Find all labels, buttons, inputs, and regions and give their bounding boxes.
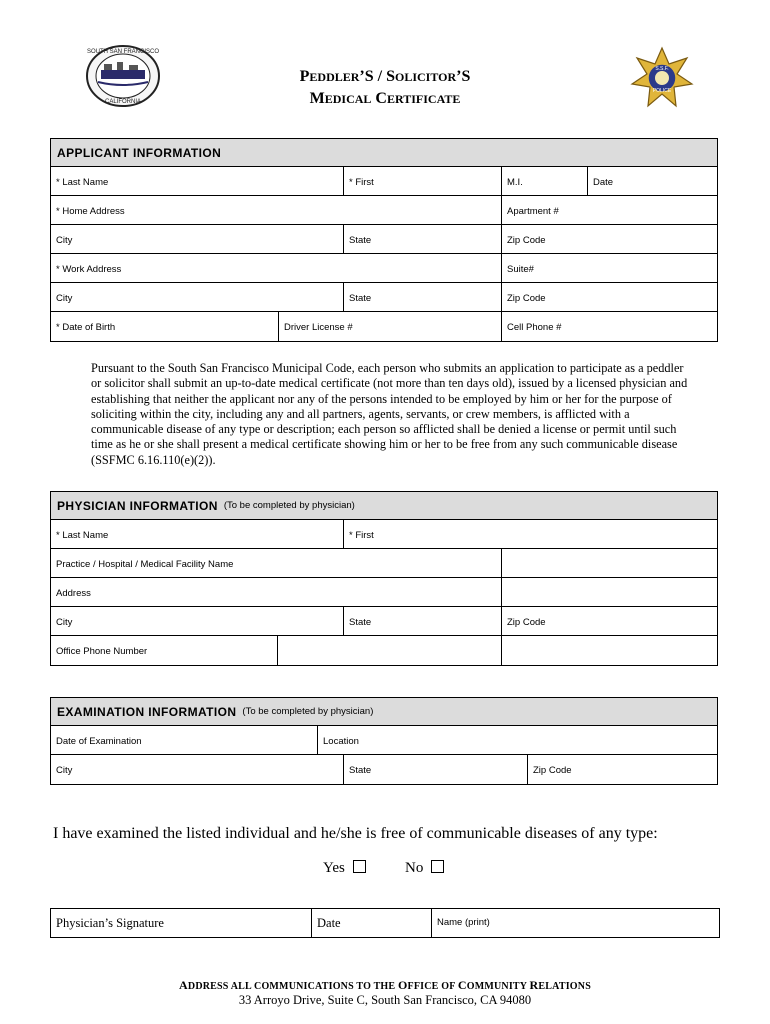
apartment-field[interactable]: Apartment # <box>501 196 717 224</box>
home-state-field[interactable]: State <box>343 225 501 253</box>
physician-address-extra-field[interactable] <box>501 578 717 606</box>
physician-signature-field[interactable]: Physician’s Signature <box>56 916 164 930</box>
form-title <box>230 66 540 110</box>
driver-license-field[interactable]: Driver License # <box>278 312 501 341</box>
work-zip-field[interactable]: Zip Code <box>501 283 717 311</box>
physician-information-section <box>50 491 718 666</box>
name-print-field[interactable]: Name (print) <box>431 909 719 937</box>
home-address-field[interactable]: * Home Address <box>56 206 125 217</box>
physician-first-name-field[interactable]: * First <box>343 520 717 548</box>
exam-location-field[interactable]: Location <box>317 726 717 754</box>
examination-information-section <box>50 697 718 785</box>
date-of-birth-field[interactable]: * Date of Birth <box>56 322 116 333</box>
footer-address-heading: ADDRESS ALL COMMUNICATIONS TO THE OFFICE OF COMMUNITY RELATIONS <box>179 978 591 992</box>
form-row <box>51 312 717 341</box>
practice-name-extra-field[interactable] <box>501 549 717 577</box>
office-phone-extra-field[interactable] <box>501 636 717 665</box>
applicant-mi-field[interactable]: M.I. <box>501 167 587 195</box>
office-phone-label: Office Phone Number <box>56 646 148 657</box>
footer-address: 33 Arroyo Drive, Suite C, South San Francisco, CA 94080 <box>238 993 532 1007</box>
form-row <box>51 196 717 225</box>
examination-section-heading: EXAMINATION INFORMATION (To be completed by physician) <box>51 698 717 726</box>
svg-text:POLICE: POLICE <box>652 88 672 94</box>
yes-checkbox[interactable] <box>353 860 366 873</box>
form-row <box>51 520 717 549</box>
yes-label: Yes <box>323 860 345 876</box>
ordinance-paragraph: Pursuant to the South San Francisco Municipal Code, each person who submits an application to participate as a peddler or solicitor shall submit an up-to-date medical certificate (not more than ten days old), issued by a licensed physician and establishing that neither the applicant nor any of the persons intended to be employed by him or her for the purpose of soliciting within the city, including any and all partners, agents, servants, or crew members, is afflicted with a communicable disease of any type or description; each person so afflicted shall be denied a license or permit until such time as he or she shall present a medical certificate showing him or her to be free from any such communicable disease (SSFMC 6.16.110(e)(2)). <box>91 361 688 467</box>
physician-city-field[interactable]: City <box>56 617 73 628</box>
examination-statement: I have examined the listed individual and he/she is free of communicable diseases of any type: <box>53 825 658 842</box>
title-line-2: MEDICAL CERTIFICATE <box>309 90 461 107</box>
physician-last-name-field[interactable]: * Last Name <box>56 530 109 541</box>
svg-text:S.S.F.: S.S.F. <box>655 66 669 72</box>
form-row <box>51 726 717 755</box>
exam-state-field[interactable]: State <box>343 755 527 784</box>
form-row <box>51 636 717 665</box>
applicant-date-field[interactable]: Date <box>587 167 717 195</box>
form-row <box>51 283 717 312</box>
physician-state-field[interactable]: State <box>343 607 501 635</box>
applicant-first-name-field[interactable]: * First <box>343 167 501 195</box>
work-state-field[interactable]: State <box>343 283 501 311</box>
no-option <box>405 860 444 877</box>
svg-text:SOUTH SAN FRANCISCO: SOUTH SAN FRANCISCO <box>86 49 160 55</box>
work-address-field[interactable]: * Work Address <box>56 264 122 275</box>
applicant-section-heading: APPLICANT INFORMATION <box>51 139 717 167</box>
title-line-1: PEDDLER’S / SOLICITOR’S <box>299 68 471 85</box>
practice-name-field[interactable]: Practice / Hospital / Medical Facility Name <box>56 559 234 570</box>
no-label: No <box>405 860 424 876</box>
form-row <box>51 578 717 607</box>
work-city-field[interactable]: City <box>56 293 73 304</box>
office-phone-field[interactable] <box>277 636 501 665</box>
svg-text:CALIFORNIA: CALIFORNIA <box>104 99 142 105</box>
applicant-last-name-field[interactable]: * Last Name <box>56 177 109 188</box>
signature-row <box>50 908 720 938</box>
form-row <box>51 225 717 254</box>
city-seal-logo <box>84 44 162 108</box>
form-row <box>51 549 717 578</box>
form-row <box>51 755 717 784</box>
home-zip-field[interactable]: Zip Code <box>501 225 717 253</box>
applicant-information-section <box>50 138 718 342</box>
police-badge-logo <box>630 46 694 110</box>
cell-phone-field[interactable]: Cell Phone # <box>501 312 717 341</box>
form-row <box>51 254 717 283</box>
yes-option <box>323 860 366 877</box>
exam-city-field[interactable]: City <box>56 765 73 776</box>
physician-section-heading: PHYSICIAN INFORMATION (To be completed by physician) <box>51 492 717 520</box>
signature-date-field[interactable]: Date <box>311 909 431 937</box>
form-row <box>51 167 717 196</box>
suite-field[interactable]: Suite# <box>501 254 717 282</box>
exam-zip-field[interactable]: Zip Code <box>527 755 717 784</box>
exam-date-field[interactable]: Date of Examination <box>56 736 142 747</box>
physician-address-field[interactable]: Address <box>56 588 91 599</box>
home-city-field[interactable]: City <box>56 235 73 246</box>
physician-zip-field[interactable]: Zip Code <box>501 607 717 635</box>
form-row <box>51 607 717 636</box>
no-checkbox[interactable] <box>431 860 444 873</box>
